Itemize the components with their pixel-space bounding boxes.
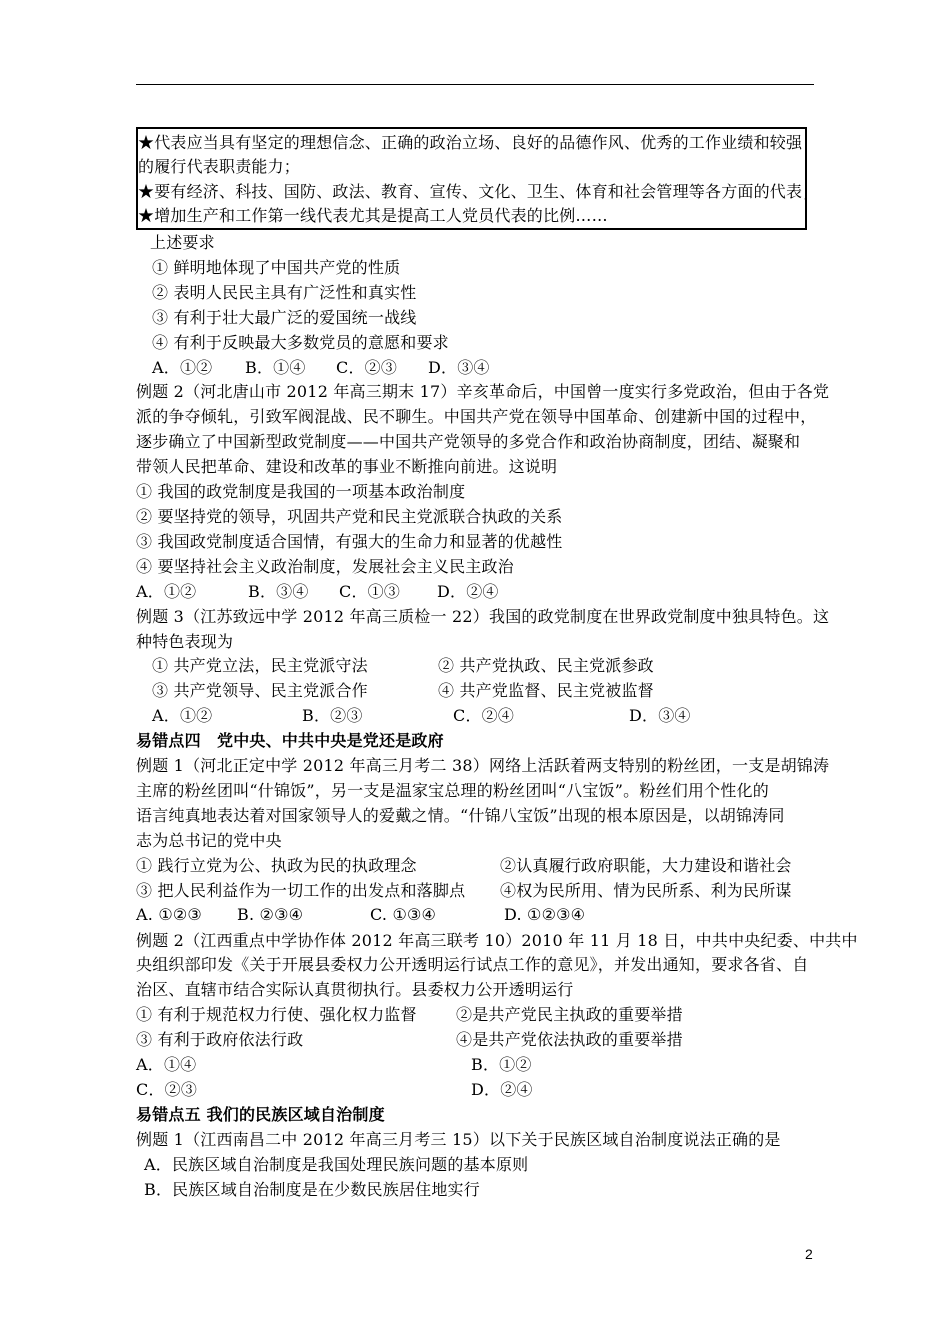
question-text: 带领人民把革命、建设和改革的事业不断推向前进。这说明: [136, 457, 558, 476]
question-text: 志为总书记的党中央: [136, 831, 282, 850]
question-text: 例题 3（江苏致远中学 2012 年高三质检一 22）我国的政党制度在世界政党制度中独具特色。这: [136, 607, 830, 626]
question-text: 央组织部印发《关于开展县委权力公开透明运行试点工作的意见》，并发出通知，要求各省、自: [136, 955, 809, 974]
header-rule: [136, 84, 814, 85]
page-number: 2: [805, 1246, 813, 1262]
option-text: ② 共产党执政、民主党派参政: [438, 656, 654, 675]
answer-choice: B．①④: [245, 358, 306, 377]
option-text: ① 践行立党为公、执政为民的执政理念: [136, 856, 417, 875]
box-line: 的履行代表职责能力；: [138, 157, 301, 176]
option-text: ④权为民所用、情为民所系、利为民所谋: [500, 881, 792, 900]
answer-choice: C．①③: [339, 582, 401, 601]
answer-choice: A．①②: [152, 706, 213, 725]
question-stem: 上述要求: [150, 233, 215, 252]
answer-choice: D．③④: [428, 358, 490, 377]
option-text: ③ 把人民利益作为一切工作的出发点和落脚点: [136, 881, 466, 900]
option-text: ① 有利于规范权力行使、强化权力监督: [136, 1005, 417, 1024]
question-text: 例题 1（河北正定中学 2012 年高三月考二 38）网络上活跃着两支特别的粉丝团，一支是胡锦涛: [136, 756, 830, 775]
question-text: 主席的粉丝团叫“什锦饭”，另一支是温家宝总理的粉丝团叫“八宝饭”。粉丝们用个性化的: [136, 781, 769, 800]
question-text: 语言纯真地表达着对国家领导人的爱戴之情。“什锦八宝饭”出现的根本原因是，以胡锦涛同: [136, 806, 785, 825]
option-text: ④ 有利于反映最大多数党员的意愿和要求: [152, 333, 449, 352]
question-text: 派的争夺倾轧，引致军阀混战、民不聊生。中国共产党在领导中国革命、创建新中国的过程中，: [136, 407, 817, 426]
option-text: ③ 共产党领导、民主党派合作: [152, 681, 368, 700]
section-heading: 易错点四 党中央、中共中央是党还是政府: [136, 731, 444, 750]
requirements-box: [136, 127, 819, 230]
option-text: A．民族区域自治制度是我国处理民族问题的基本原则: [144, 1155, 529, 1174]
option-text: ④ 要坚持社会主义政治制度，发展社会主义民主政治: [136, 557, 514, 576]
answer-choice: A．①④: [136, 1055, 197, 1074]
answer-choice: A．①②: [152, 358, 213, 377]
option-text: ④ 共产党监督、民主党被监督: [438, 681, 654, 700]
option-text: ②认真履行政府职能，大力建设和谐社会: [500, 856, 792, 875]
answer-choice: C. ①③④: [370, 905, 437, 924]
answer-choice: B．③④: [248, 582, 309, 601]
box-line: ★增加生产和工作第一线代表尤其是提高工人党员代表的比例……: [138, 206, 608, 225]
answer-choice: D．②④: [471, 1080, 533, 1099]
option-text: ① 我国的政党制度是我国的一项基本政治制度: [136, 482, 466, 501]
box-line: ★要有经济、科技、国防、政法、教育、宣传、文化、卫生、体育和社会管理等各方面的代表；: [138, 182, 819, 201]
section-heading: 易错点五 我们的民族区域自治制度: [136, 1105, 385, 1124]
option-text: ② 表明人民民主具有广泛性和真实性: [152, 283, 417, 302]
answer-choice: B．②③: [302, 706, 363, 725]
answer-choice: B. ②③④: [237, 905, 304, 924]
question-text: 例题 1（江西南昌二中 2012 年高三月考三 15）以下关于民族区域自治制度说法正确的是: [136, 1130, 781, 1149]
answer-choice: C．②③: [136, 1080, 198, 1099]
option-text: ②是共产党民主执政的重要举措: [456, 1005, 683, 1024]
box-line: ★代表应当具有坚定的理想信念、正确的政治立场、良好的品德作风、优秀的工作业绩和较强: [138, 133, 803, 152]
answer-choice: A. ①②③: [136, 905, 202, 924]
option-text: B．民族区域自治制度是在少数民族居住地实行: [144, 1180, 480, 1199]
answer-choice: D．③④: [629, 706, 691, 725]
question-text: 治区、直辖市结合实际认真贯彻执行。县委权力公开透明运行: [136, 980, 574, 999]
question-text: 例题 2（江西重点中学协作体 2012 年高三联考 10）2010 年 11 月 18 日，中共中央纪委、中共中: [136, 931, 858, 950]
answer-choice: C．②④: [453, 706, 515, 725]
question-text: 种特色表现为: [136, 632, 234, 651]
option-text: ② 要坚持党的领导，巩固共产党和民主党派联合执政的关系: [136, 507, 563, 526]
answer-choice: D．②④: [437, 582, 499, 601]
question-text: 逐步确立了中国新型政党制度——中国共产党领导的多党合作和政治协商制度，团结、凝聚和: [136, 432, 801, 451]
option-text: ③ 有利于政府依法行政: [136, 1030, 304, 1049]
option-text: ① 共产党立法，民主党派守法: [152, 656, 368, 675]
answer-choice: A．①②: [136, 582, 197, 601]
answer-choice: B．①②: [471, 1055, 532, 1074]
answer-choice: D. ①②③④: [504, 905, 586, 924]
option-text: ① 鲜明地体现了中国共产党的性质: [152, 258, 401, 277]
answer-choice: C．②③: [336, 358, 398, 377]
question-text: 例题 2（河北唐山市 2012 年高三期末 17）辛亥革命后，中国曾一度实行多党政治，但由于各党: [136, 382, 830, 401]
option-text: ③ 有利于壮大最广泛的爱国统一战线: [152, 308, 417, 327]
option-text: ③ 我国政党制度适合国情，有强大的生命力和显著的优越性: [136, 532, 563, 551]
option-text: ④是共产党依法执政的重要举措: [456, 1030, 683, 1049]
